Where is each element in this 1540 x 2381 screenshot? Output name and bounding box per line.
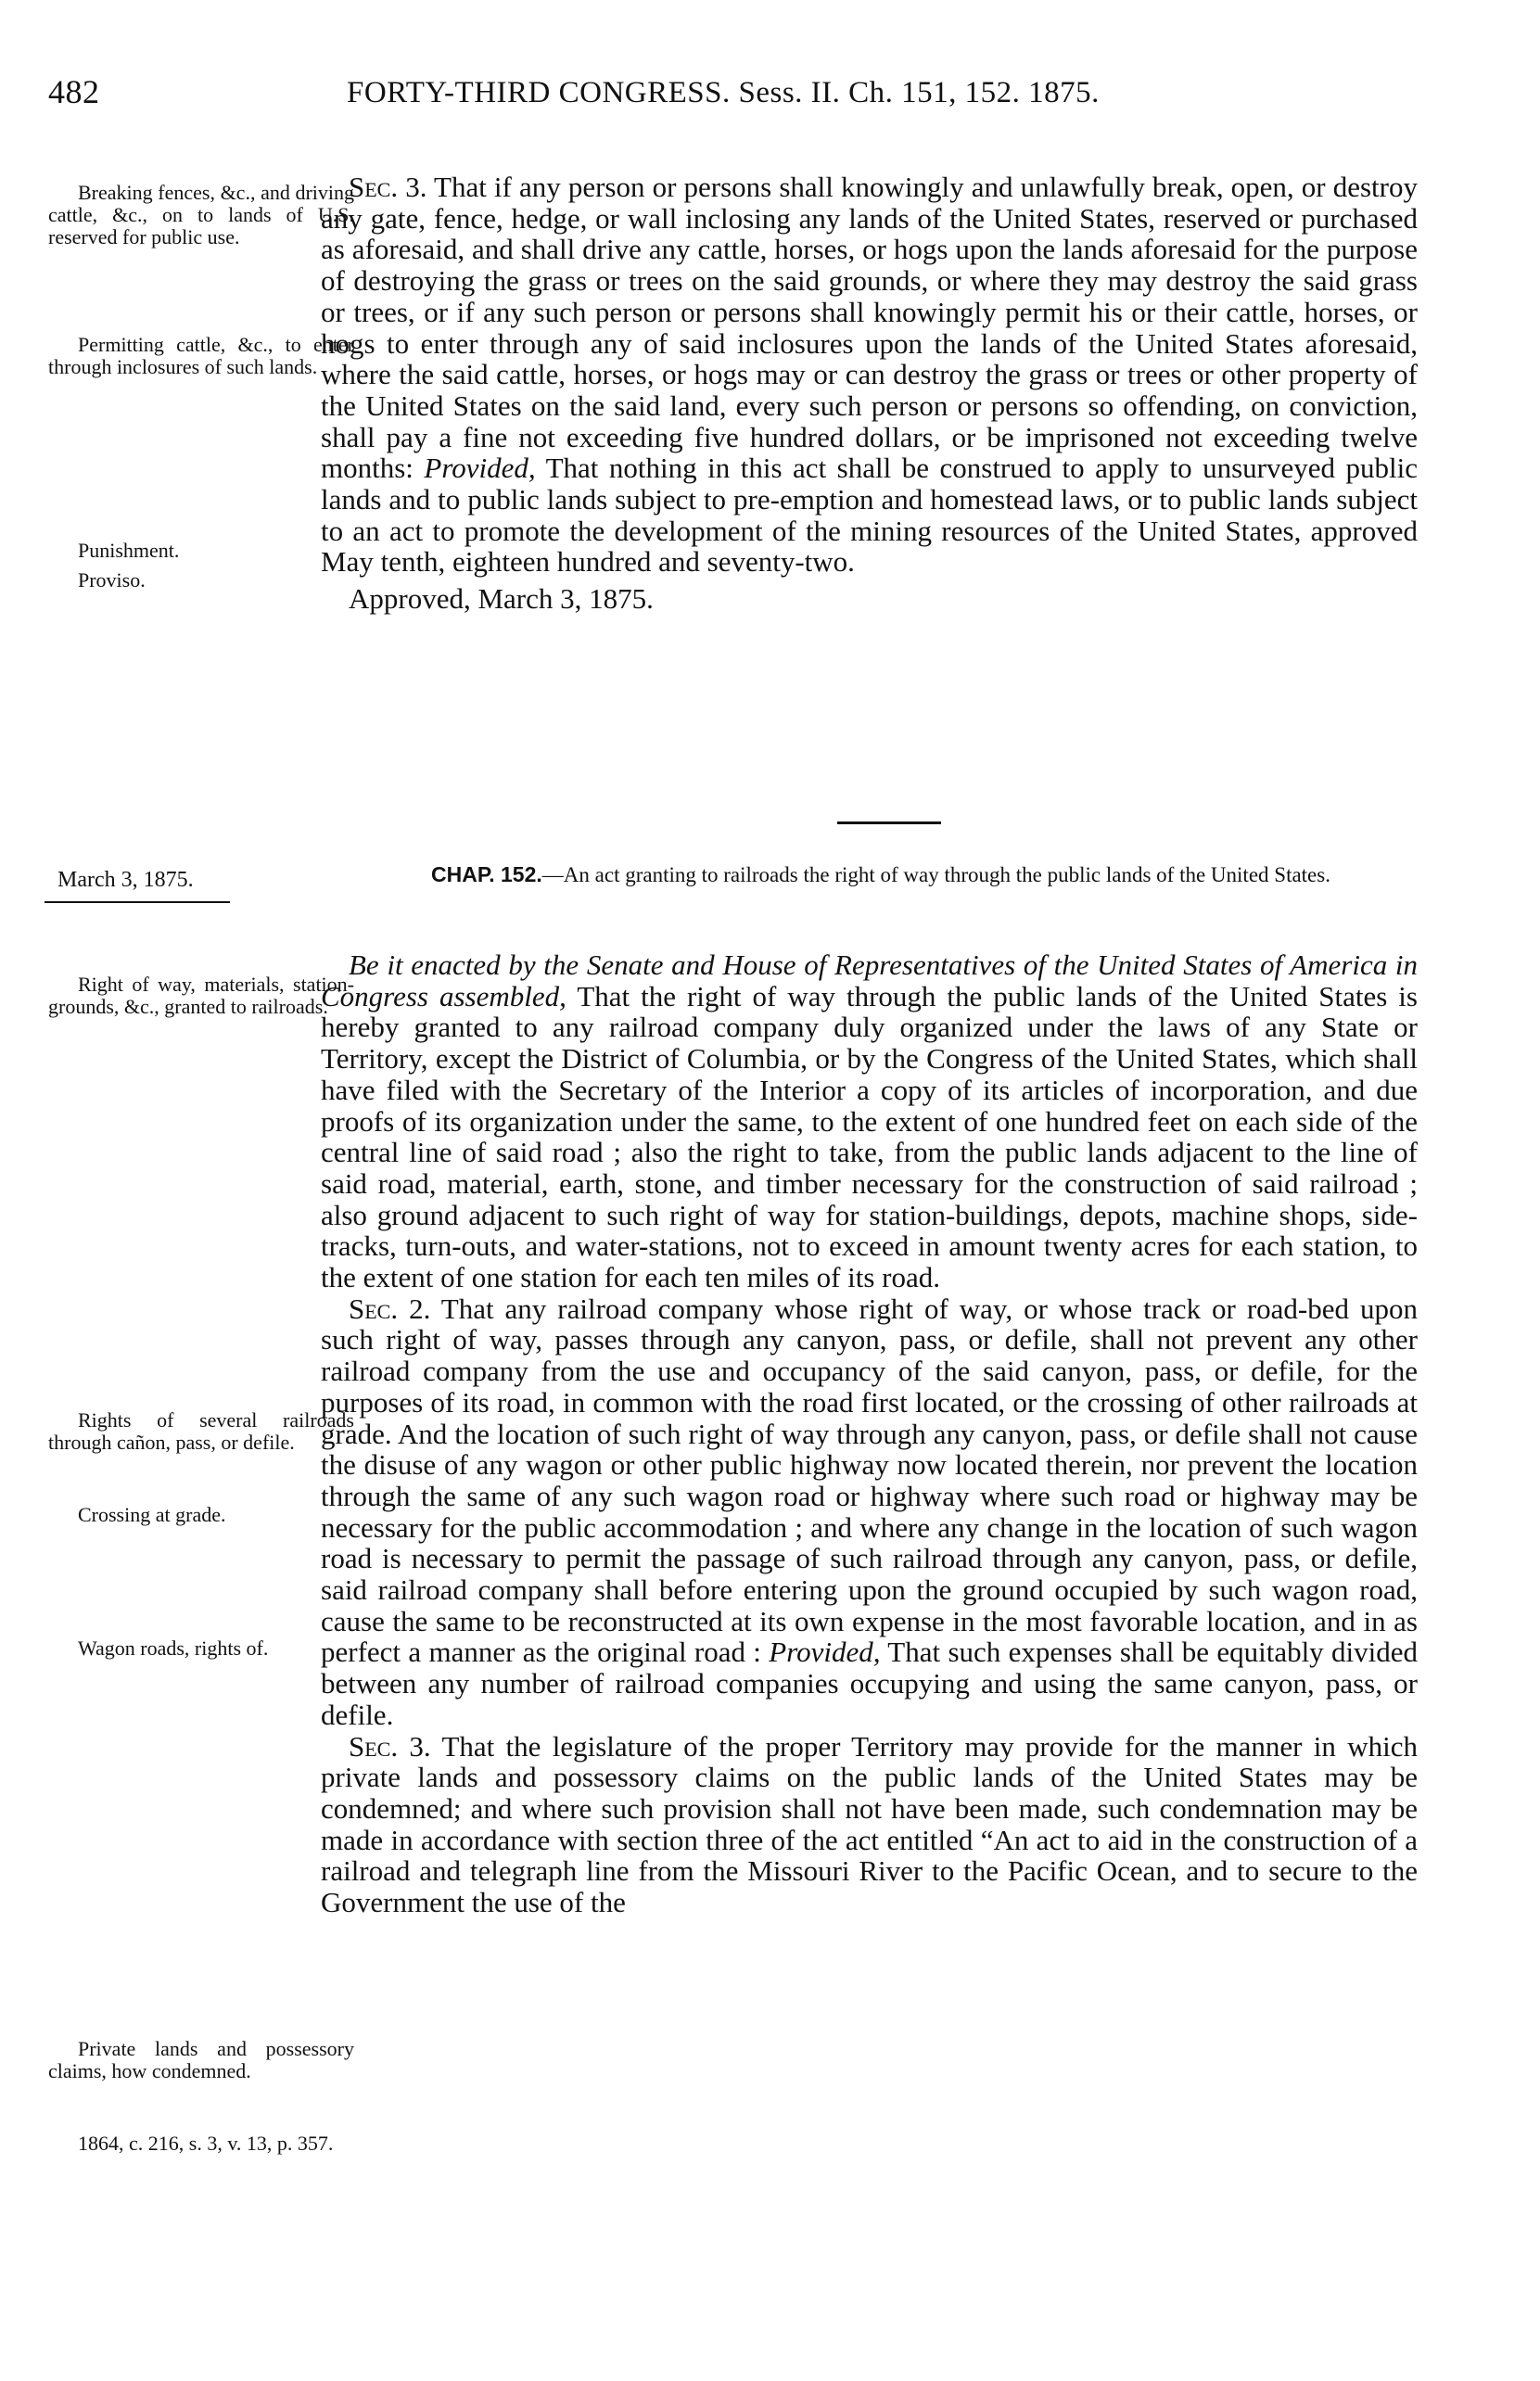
section-text: That if any person or persons shall knowingly and unlawfully break, open, or destroy any gate, fence, hedge, or wall inclosing any lands of the United States, reserved or purchased as aforesaid, and shall drive any cattle, horses, or hogs upon the lands aforesaid for the purpose of destroying the grass or trees on the said grounds, or where they may destroy the said grass or trees, or if any such person or persons shall knowingly permit his or their cattle, horses, or hogs to enter through any of said inclosures upon the lands of the United States aforesaid, where the said cattle, horses, or hogs may or can destroy the grass or trees or other property of the United States on the said land, every such person or persons so offending, on conviction, shall pay a fine not exceeding five hundred dollars, or be imprisoned not exceeding twelve months: (321, 171, 1418, 485)
chapter-divider (837, 821, 941, 824)
section-2-proviso-label: Provided, (769, 1636, 881, 1669)
chapter-label: CHAP. 152. (431, 862, 542, 886)
margin-note-crossing-grade: Crossing at grade. (78, 1503, 226, 1526)
section-3-text: That the legislature of the proper Territory may provide for the manner in which private lands and possessory claims on the public lands of the United States may be condemned; and where such provision shall not have been made, such condemnation may be made in accordance with section three of the act entitled “An act to aid in the construction of a railroad and telegraph line from the Missouri River to the Pacific Ocean, and to secure to the Government the use of the (321, 1729, 1418, 1919)
section-2-label: Sec. 2. (349, 1292, 431, 1325)
section-2-paragraph (321, 1293, 1418, 1731)
approved-line: Approved, March 3, 1875. (349, 582, 654, 616)
enacting-clause: Be it enacted by the Senate and House of Representatives of the United States of America in Congress assembled, (321, 949, 1418, 1012)
section-2-proviso-text: That such expenses shall be equitably divided between any number of railroad companies occupying and using the same canyon, pass, or defile. (321, 1636, 1419, 1731)
margin-note-citation: 1864, c. 216, s. 3, v. 13, p. 357. (78, 2132, 334, 2155)
margin-note-several-railroads: Rights of several railroads through cañon, pass, or defile. (48, 1408, 354, 1454)
chapter-151-body (321, 172, 1418, 615)
chapter-152-date: March 3, 1875. (57, 868, 194, 892)
page-number: 482 (48, 73, 100, 110)
section-label: Sec. 3. (349, 171, 427, 203)
margin-note-proviso: Proviso. (78, 568, 146, 592)
section-1-text: That the right of way through the public lands of the United States is hereby granted to any railroad company duly organized under the laws of any State or Territory, except the District of Columbia, or by the Congress of the United States, which shall have filed with the Secretary of the Interior a copy of its articles of incorporation, and due proofs of its organization under the same, to the extent of one hundred feet on each side of the central line of said road ; also the right to take, from the public lands adjacent to the line of said road, material, earth, stone, and timber necessary for the construction of said railroad ; also ground adjacent to such right of way for station-buildings, depots, machine shops, side-tracks, turn-outs, and water-stations, not to exceed in amount twenty acres for each station, to the extent of one station for each ten miles of its road. (321, 979, 1418, 1294)
page-header (48, 72, 1503, 119)
proviso-label: Provided, (424, 452, 536, 485)
margin-note-permitting-cattle: Permitting cattle, &c., to enter through inclosures of such lands. (48, 333, 354, 378)
section-3-paragraph (321, 172, 1418, 578)
section-1-paragraph (321, 949, 1418, 1293)
running-title: FORTY-THIRD CONGRESS. Sess. II. Ch. 151, 152. 1875. (347, 76, 1100, 109)
margin-note-right-of-way: Right of way, materials, station-grounds, &c., granted to railroads. (48, 973, 354, 1018)
section-3-label: Sec. 3. (349, 1729, 431, 1763)
chapter-152-body (321, 949, 1418, 1918)
section-2-text: That any railroad company whose right of way, or whose track or road-bed upon such right of way, passes through any canyon, pass, or defile, shall not prevent any other railroad company from the use and occupancy of the said canyon, pass, or defile, for the purposes of its road, in common with the road first located, or the crossing of other railroads at grade. And the location of such right of way through any canyon, pass, or defile shall not cause the disuse of any wagon or other public highway now located therein, nor prevent the location through the same of any such wagon road or highway where such road or highway may be necessary for the public accommodation ; and where any change in the location of such wagon road is necessary to permit the passage of such railroad through any canyon, pass, or defile, said railroad company shall before entering upon the ground occupied by such wagon road, cause the same to be reconstructed at its own expense in the most favorable location, and in as perfect a manner as the original road : (321, 1292, 1418, 1669)
proviso-text: That nothing in this act shall be construed to apply to unsurveyed public lands and to public lands subject to pre-emption and homestead laws, or to public lands subject to an act to promote the development of the mining resources of the United States, approved May tenth, eighteen hundred and seventy-two. (321, 452, 1419, 579)
chapter-152-title (343, 862, 1419, 887)
chapter-title-text: —An act granting to railroads the right of way through the public lands of the United States. (541, 863, 1330, 886)
margin-note-punishment: Punishment. (78, 539, 180, 562)
margin-note-private-lands: Private lands and possessory claims, how condemned. (48, 2037, 354, 2082)
section-3-paragraph (321, 1731, 1418, 1918)
margin-note-breaking-fences: Breaking fences, &c., and driving cattle, &c., on to lands of U.S. reserved for public use. (48, 181, 354, 248)
margin-note-wagon-roads: Wagon roads, rights of. (78, 1636, 269, 1660)
date-underline (45, 901, 230, 903)
